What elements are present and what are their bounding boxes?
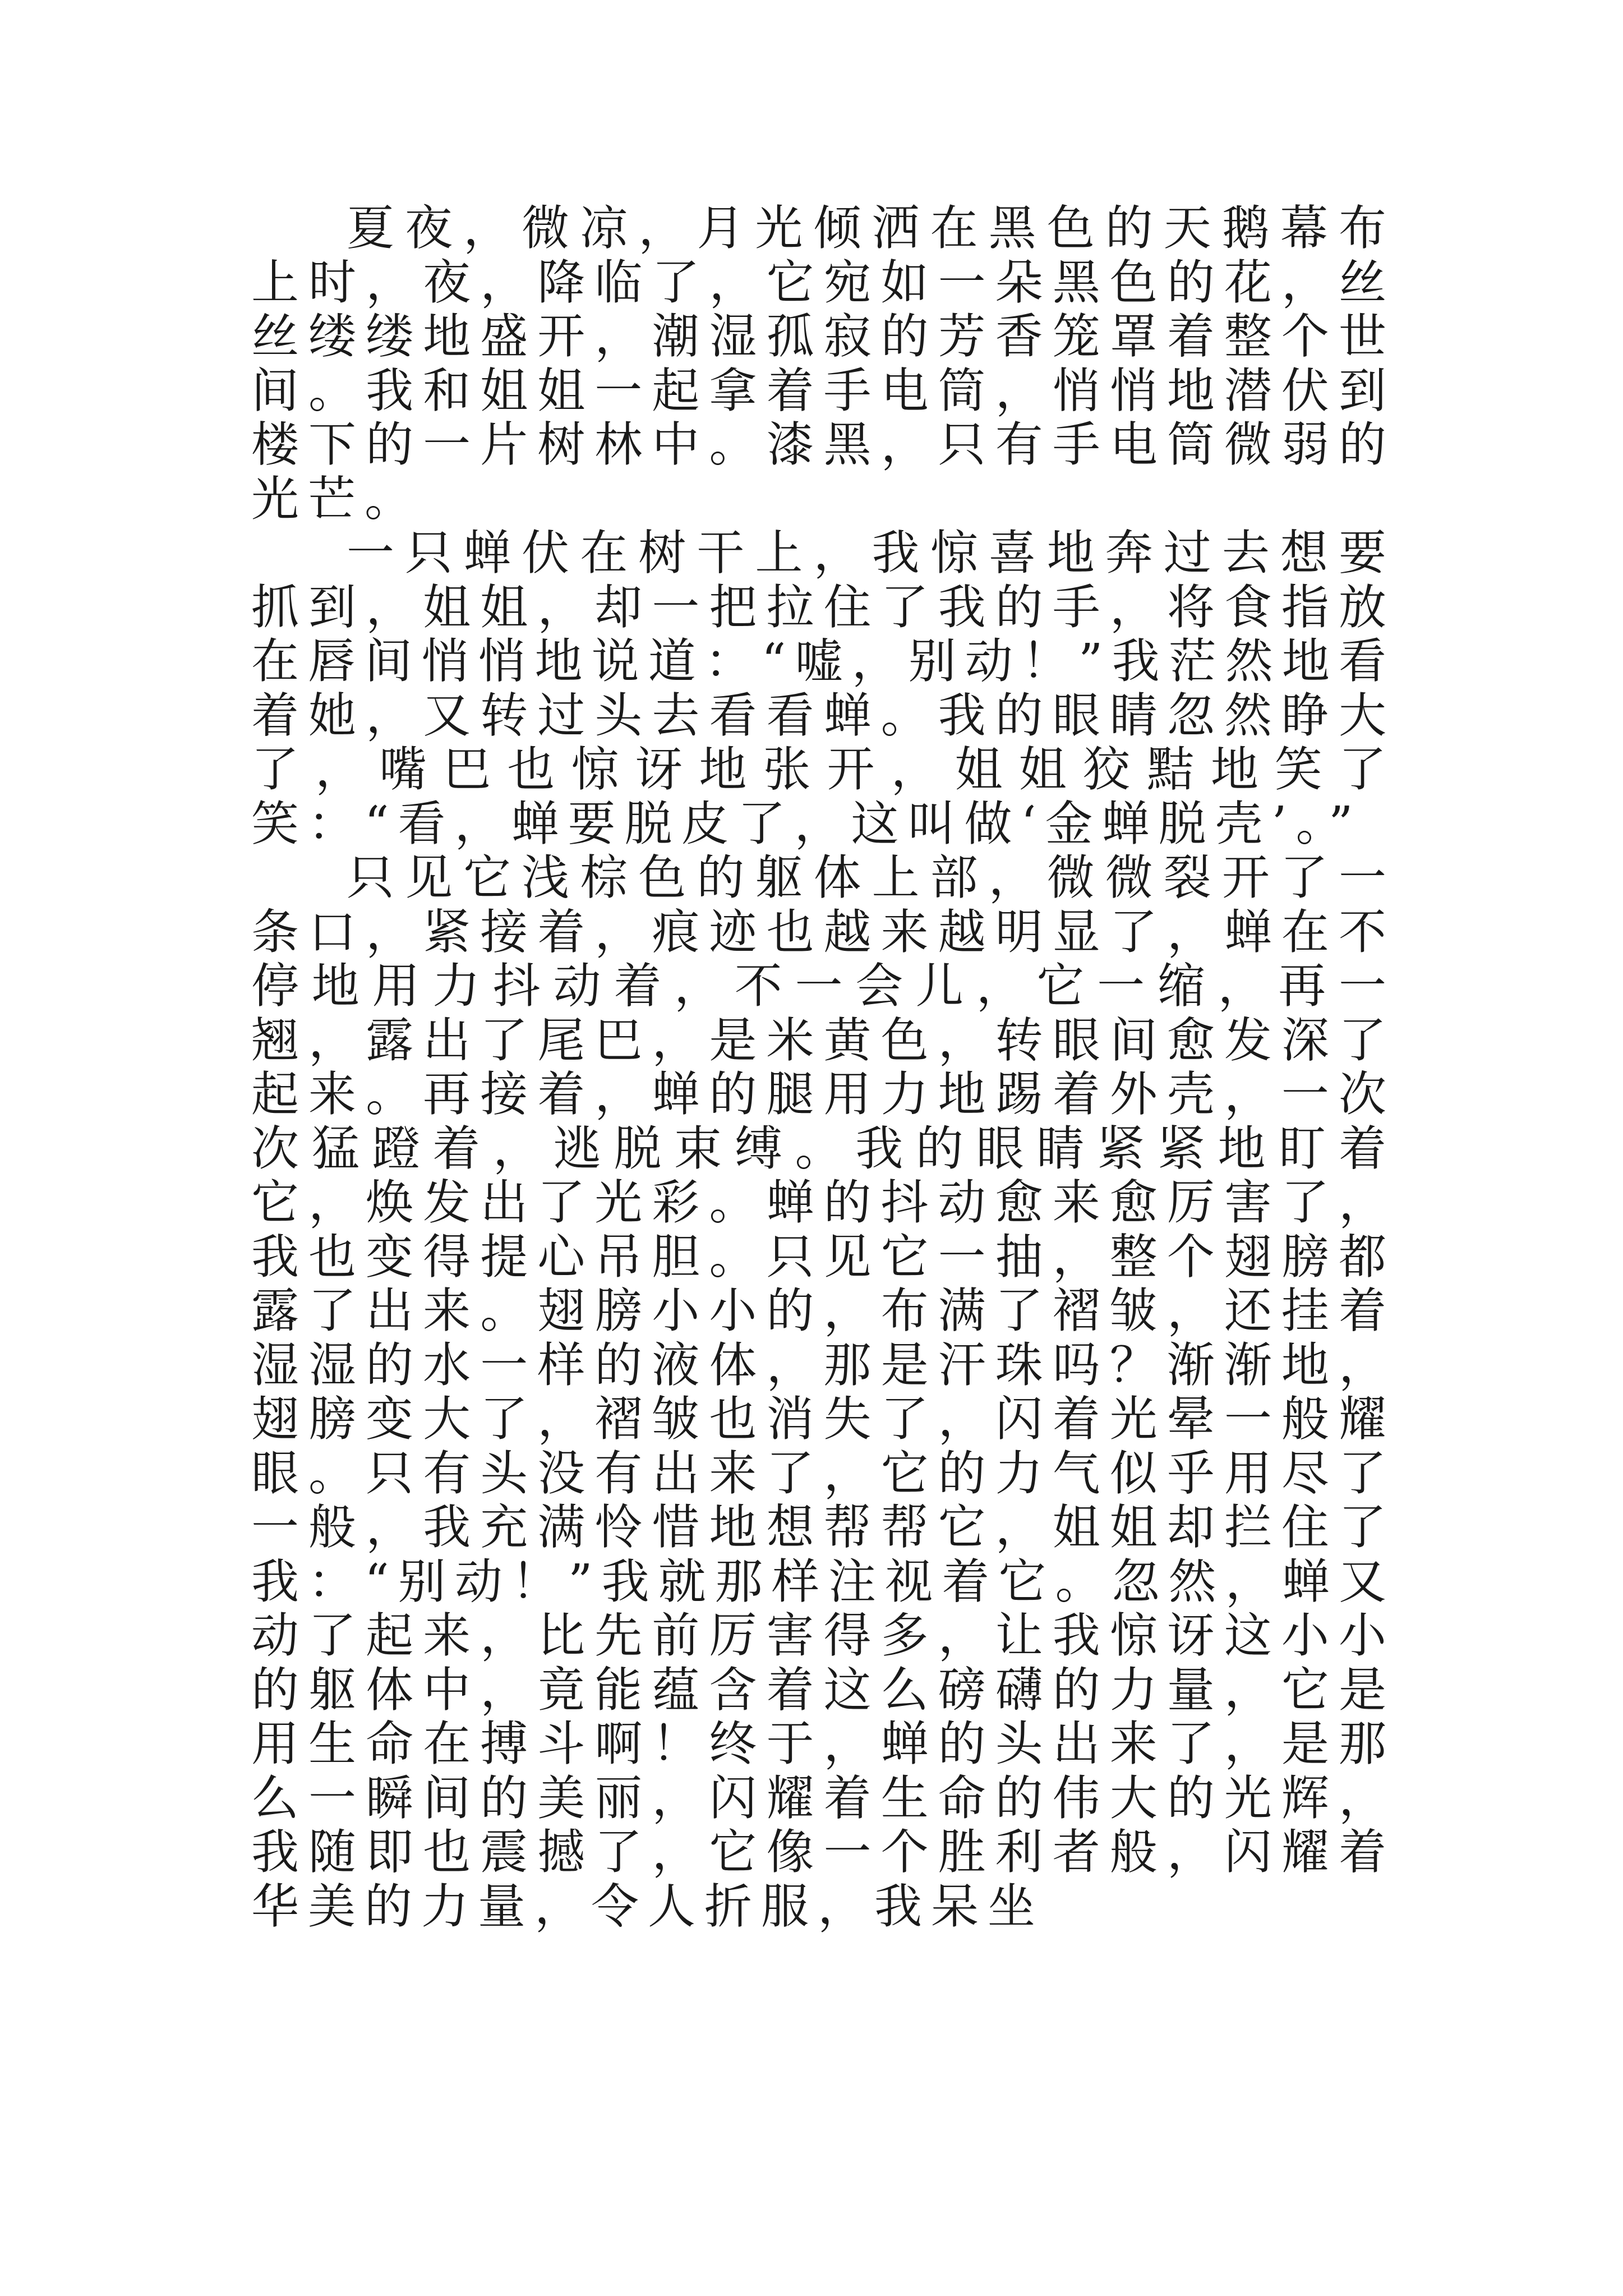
paragraph-2: 一只蝉伏在树干上，我惊喜地奔过去想要抓到，姐姐，却一把拉住了我的手，将食指放在唇间悄悄地说道：“嘘，别动！”我茫然地看着她，又转过头去看看蝉。我的眼睛忽然睁大了，嘴巴也惊讶地张开，姐姐狡黠地笑了笑：“看，蝉要脱皮了，这叫做‘金蝉脱壳’。” (251, 526, 1395, 852)
paragraph-3: 只见它浅棕色的躯体上部，微微裂开了一条口，紧接着，痕迹也越来越明显了，蝉在不停地用力抖动着，不一会儿，它一缩，再一翘，露出了尾巴，是米黄色，转眼间愈发深了起来。再接着，蝉的腿用力地踢着外壳，一次次猛蹬着，逃脱束缚。我的眼睛紧紧地盯着它，焕发出了光彩。蝉的抖动愈来愈厉害了，我也变得提心吊胆。只见它一抽，整个翅膀都露了出来。翅膀小小的，布满了褶皱，还挂着湿湿的水一样的液体，那是汗珠吗？渐渐地，翅膀变大了，褶皱也消失了，闪着光晕一般耀眼。只有头没有出来了，它的力气似乎用尽了一般，我充满怜惜地想帮帮它，姐姐却拦住了我：“别动！”我就那样注视着它。忽然，蝉又动了起来，比先前厉害得多，让我惊讶这小小的躯体中，竟能蕴含着这么磅礴的力量，它是用生命在搏斗啊！终于，蝉的头出来了，是那么一瞬间的美丽，闪耀着生命的伟大的光辉，我随即也震撼了，它像一个胜利者般，闪耀着华美的力量，令人折服，我呆坐 (251, 850, 1395, 1935)
document-body (251, 202, 1395, 1934)
paragraph-1: 夏夜，微凉，月光倾洒在黑色的天鹅幕布上时，夜，降临了，它宛如一朵黑色的花，丝丝缕缕地盛开，潮湿孤寂的芳香笼罩着整个世间。我和姐姐一起拿着手电筒，悄悄地潜伏到楼下的一片树林中。漆黑，只有手电筒微弱的光芒。 (251, 201, 1395, 527)
